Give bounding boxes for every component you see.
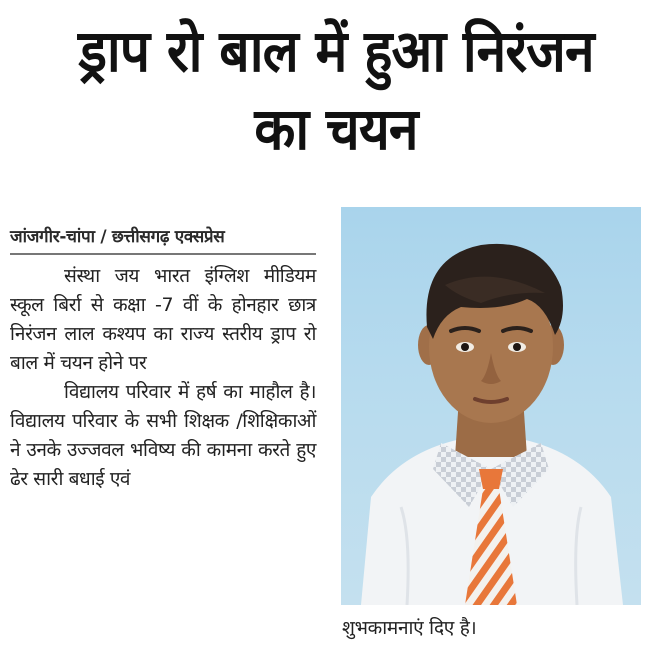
student-portrait-illustration [341,207,641,605]
byline: जांजगीर-चांपा / छत्तीसगढ़ एक्सप्रेस [10,224,316,255]
student-photo [341,207,641,605]
article-body [10,262,316,494]
article-continuation: शुभकामनाएं दिए है। [342,617,477,639]
headline-line-2: का चयन [254,95,418,163]
headline-line-1: ड्राप रो बाल में हुआ निरंजन [78,17,594,85]
article-paragraph-1: संस्था जय भारत इंग्लिश मीडियम स्कूल बिर्रा से कक्षा -7 वीं के होनहार छात्र निरंजन लाल कश्यप का राज्य स्तरीय ड्राप रो बाल में चयन होने पर [10,265,316,374]
headline [0,17,672,163]
article-paragraph-2: विद्यालय परिवार में हर्ष का माहौल है। विद्यालय परिवार के सभी शिक्षक /शिक्षिकाओं ने उनके उज्जवल भविष्य की कामना करते हुए ढेर सारी बधाई एवं [10,381,316,490]
